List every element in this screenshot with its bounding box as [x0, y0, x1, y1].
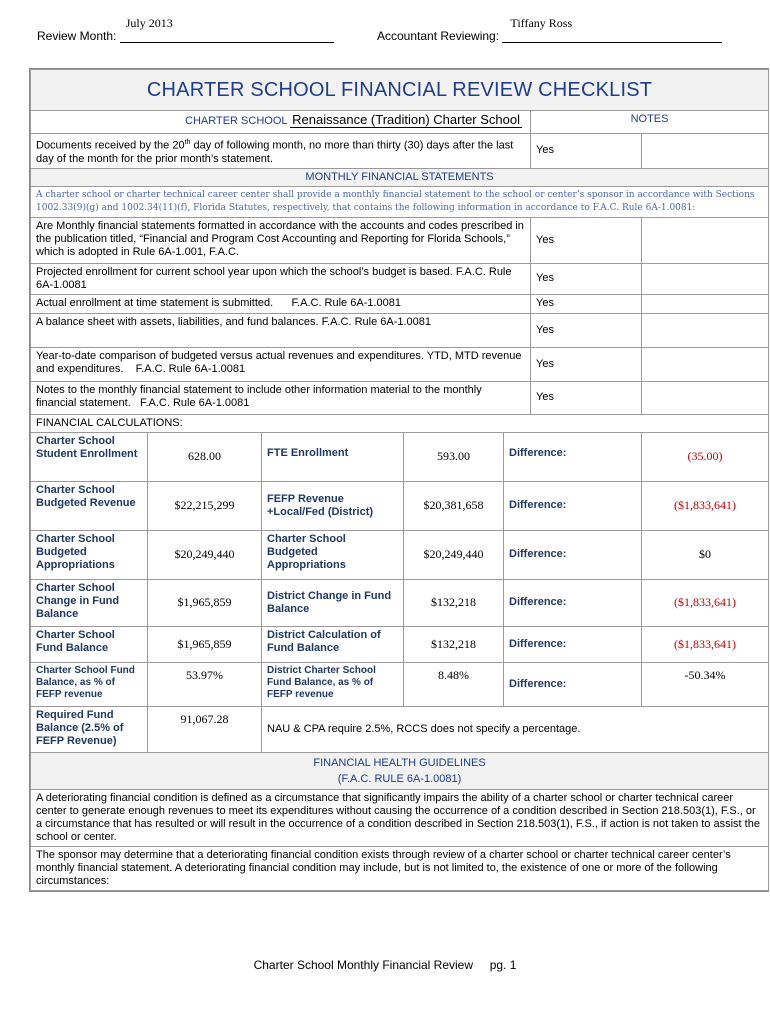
review-month-value: July 2013: [125, 16, 173, 30]
calc-value[interactable]: $1,965,859: [148, 579, 262, 626]
checklist-item-answer[interactable]: Yes: [531, 294, 642, 313]
calc-difference-label: Difference:: [504, 662, 642, 706]
calc-difference-value[interactable]: (35.00): [642, 432, 769, 481]
checklist-item-note[interactable]: [642, 217, 769, 263]
review-month-input[interactable]: [120, 16, 334, 43]
review-month-label: Review Month:: [37, 29, 117, 43]
calc-label: Charter School Student Enrollment: [31, 432, 148, 481]
calc-difference-label: Difference:: [504, 481, 642, 530]
checklist-item-answer[interactable]: Yes: [531, 217, 642, 263]
calc-district-label: District Charter School Fund Balance, as % of FEFP revenue: [262, 662, 404, 706]
calc-label: Charter School Change in Fund Balance: [31, 579, 148, 626]
calc-district-value[interactable]: $20,249,440: [404, 530, 504, 579]
health-paragraph-1: A deteriorating financial condition is defined as a circumstance that significantly impairs the ability of a charter school or charter technical career center to generate enough revenues to meet its expenditures without causing the occurrence of a condition described in Section 218.503(1), F.S., or a circumstance that has resulted or will result in the occurrence of a condition described in Section 218.503(1), F.S., if action is not taken to assist the school or center.: [31, 789, 769, 846]
documents-received-text: [31, 134, 531, 169]
notes-header: NOTES: [531, 111, 769, 134]
page-title: CHARTER SCHOOL FINANCIAL REVIEW CHECKLIST: [31, 70, 769, 111]
review-month-field: [37, 16, 334, 43]
charter-school-row: [31, 111, 531, 134]
checklist-item-text: Notes to the monthly financial statement to include other information material to the monthly financial statement. F.A.C. Rule 6A-1.0081: [31, 381, 531, 414]
calc-district-value[interactable]: $132,218: [404, 626, 504, 662]
calc-district-value[interactable]: $132,218: [404, 579, 504, 626]
required-fund-label: Required Fund Balance (2.5% of FEFP Revenue): [31, 706, 148, 752]
monthly-statements-intro: A charter school or charter technical career center shall provide a monthly financial statement to the school or center’s sponsor in accordance with Sections 1002.33(9)(g) and 1002.34(11)(f), Florida Statutes, respectively, that contains the following information in accordance to F.A.C. Rule 6A-1.0081:: [31, 186, 769, 217]
calc-difference-value[interactable]: -50.34%: [642, 662, 769, 706]
calc-district-value[interactable]: 8.48%: [404, 662, 504, 706]
footer-page-number: pg. 1: [489, 958, 517, 972]
calc-district-value[interactable]: 593.00: [404, 432, 504, 481]
checklist-item-answer[interactable]: Yes: [531, 263, 642, 294]
page-footer: [0, 958, 770, 972]
calc-value[interactable]: 53.97%: [148, 662, 262, 706]
calc-value[interactable]: 628.00: [148, 432, 262, 481]
accountant-value: Tiffany Ross: [510, 16, 573, 30]
charter-school-label: CHARTER SCHOOL: [185, 115, 288, 127]
checklist-item-text: Projected enrollment for current school year upon which the school’s budget is based. F.A.C. Rule 6A-1.0081: [31, 263, 531, 294]
checklist-form: [29, 68, 769, 892]
calc-value[interactable]: $20,249,440: [148, 530, 262, 579]
calc-district-label: Charter School Budgeted Appropriations: [262, 530, 404, 579]
checklist-item-answer[interactable]: Yes: [531, 381, 642, 414]
school-name-field[interactable]: Renaissance (Tradition) Charter School: [292, 112, 520, 127]
calc-difference-value[interactable]: $0: [642, 530, 769, 579]
calc-difference-label: Difference:: [504, 432, 642, 481]
documents-received-note[interactable]: [642, 134, 769, 169]
calc-district-value[interactable]: $20,381,658: [404, 481, 504, 530]
required-fund-value[interactable]: 91,067.28: [148, 706, 262, 752]
checklist-item-text: Year-to-date comparison of budgeted versus actual revenues and expenditures. YTD, MTD revenue and expenditures. F.A.C. Rule 6A-1.0081: [31, 347, 531, 381]
checklist-item-text: Actual enrollment at time statement is submitted. F.A.C. Rule 6A-1.0081: [31, 294, 531, 313]
calc-difference-label: Difference:: [504, 530, 642, 579]
checklist-item-note[interactable]: [642, 313, 769, 347]
financial-calculations-heading: FINANCIAL CALCULATIONS:: [31, 414, 769, 432]
required-fund-note: NAU & CPA require 2.5%, RCCS does not specify a percentage.: [262, 706, 769, 752]
calc-district-label: District Calculation of Fund Balance: [262, 626, 404, 662]
documents-post: day of following month, no more than thirty (30) days after the last day of the month for the prior month’s statement.: [36, 139, 514, 165]
calc-difference-value[interactable]: ($1,833,641): [642, 626, 769, 662]
checklist-item-answer[interactable]: Yes: [531, 347, 642, 381]
accountant-field: [377, 16, 722, 43]
documents-sup: th: [184, 139, 191, 146]
accountant-label: Accountant Reviewing:: [377, 29, 500, 43]
checklist-item-note[interactable]: [642, 347, 769, 381]
checklist-item-text: Are Monthly financial statements formatted in accordance with the accounts and codes prescribed in the publication titled, “Financial and Program Cost Accounting and Reporting for Florida Schools,” which is adopted in Rule 6A-1.001, F.A.C.: [31, 217, 531, 263]
calc-label: Charter School Budgeted Revenue: [31, 481, 148, 530]
checklist-item-note[interactable]: [642, 381, 769, 414]
monthly-statements-heading: MONTHLY FINANCIAL STATEMENTS: [31, 168, 769, 186]
footer-title: Charter School Monthly Financial Review: [253, 958, 474, 972]
documents-received-answer[interactable]: Yes: [531, 134, 642, 169]
calc-district-label: District Change in Fund Balance: [262, 579, 404, 626]
health-paragraph-2: The sponsor may determine that a deteriorating financial condition exists through review of a charter school or charter technical career center’s monthly financial statement. A deteriorating financial condition may include, but is not limited to, the existence of one or more of the following circumstances:: [31, 846, 769, 890]
calc-label: Charter School Fund Balance, as % of FEFP revenue: [31, 662, 148, 706]
health-guidelines-heading: [31, 752, 769, 789]
health-guidelines-title: FINANCIAL HEALTH GUIDELINES: [313, 756, 486, 769]
calc-difference-label: Difference:: [504, 626, 642, 662]
calc-label: Charter School Budgeted Appropriations: [31, 530, 148, 579]
checklist-item-answer[interactable]: Yes: [531, 313, 642, 347]
checklist-item-note[interactable]: [642, 263, 769, 294]
calc-difference-value[interactable]: ($1,833,641): [642, 579, 769, 626]
calc-label: Charter School Fund Balance: [31, 626, 148, 662]
calc-district-label: FEFP Revenue +Local/Fed (District): [262, 481, 404, 530]
checklist-item-note[interactable]: [642, 294, 769, 313]
checklist-item-text: A balance sheet with assets, liabilities, and fund balances. F.A.C. Rule 6A-1.0081: [31, 313, 531, 347]
calc-district-label: FTE Enrollment: [262, 432, 404, 481]
calc-difference-value[interactable]: ($1,833,641): [642, 481, 769, 530]
calc-value[interactable]: $1,965,859: [148, 626, 262, 662]
accountant-input[interactable]: [502, 16, 722, 43]
calc-value[interactable]: $22,215,299: [148, 481, 262, 530]
calc-difference-label: Difference:: [504, 579, 642, 626]
health-guidelines-rule: (F.A.C. RULE 6A-1.0081): [337, 772, 462, 785]
documents-pre: Documents received by the 20: [36, 139, 185, 152]
